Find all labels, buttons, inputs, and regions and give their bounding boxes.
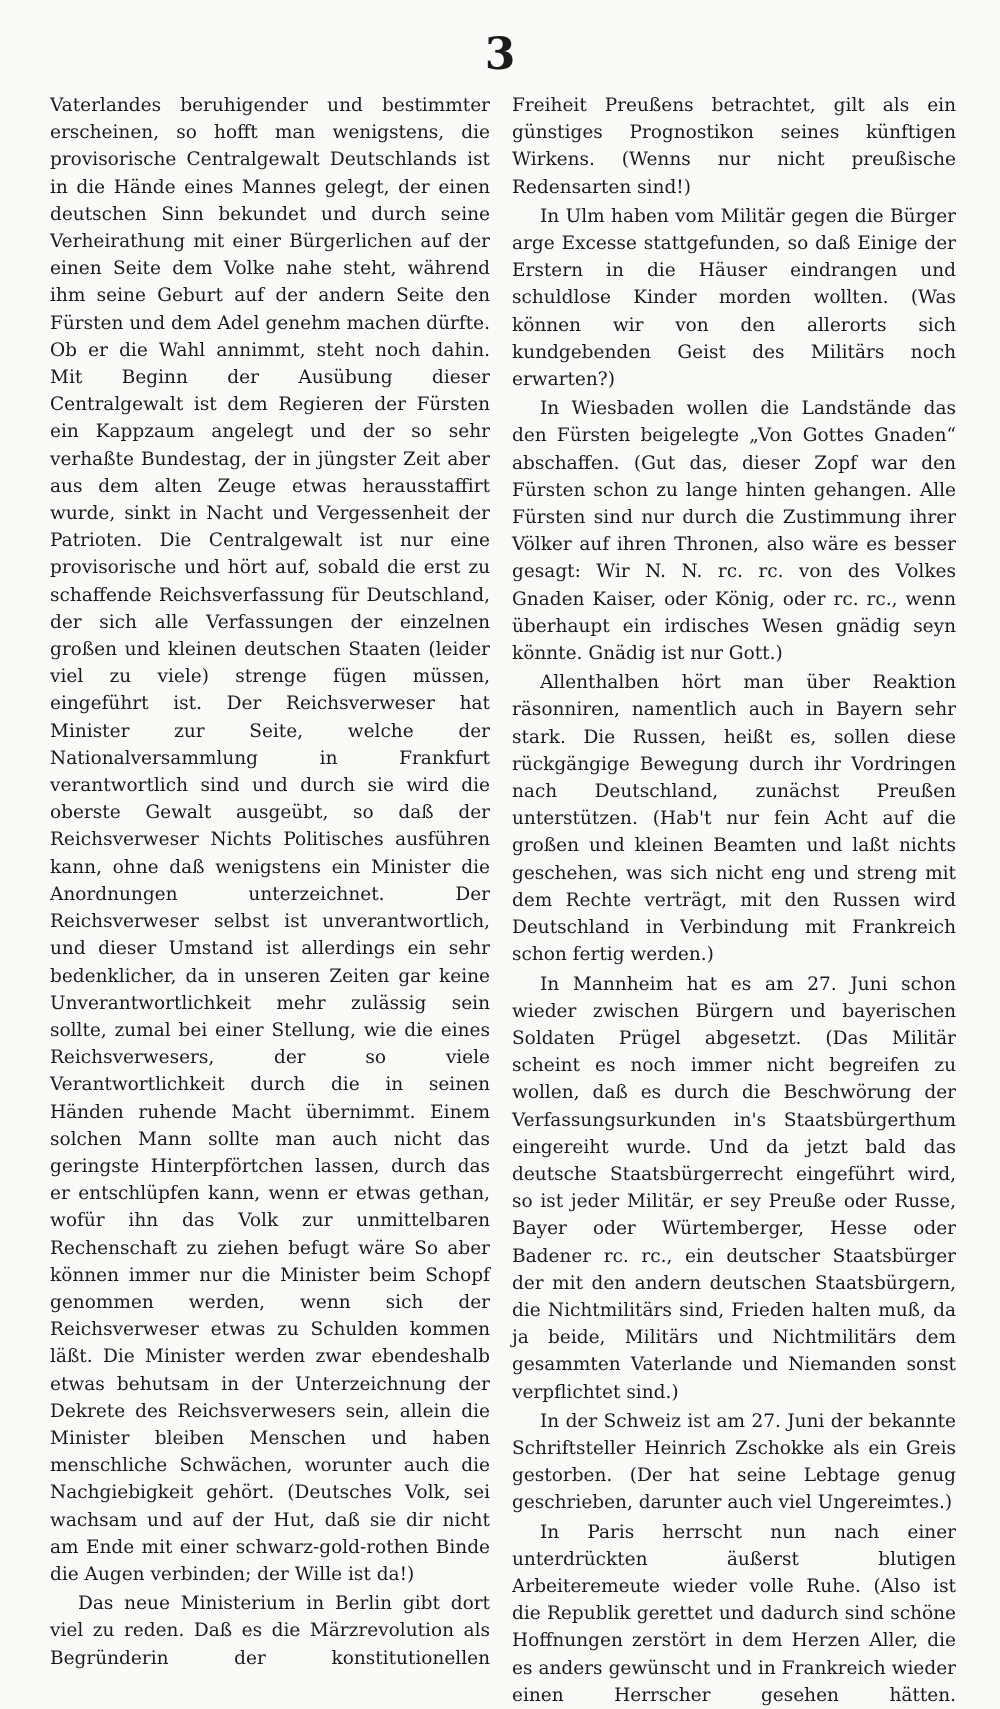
right-text-column [512, 92, 956, 1709]
paragraph-mannheim: In Mannheim hat es am 27. Juni schon wieder zwischen Bürgern und bayerischen Soldaten Prügel abgesetzt. (Das Militär scheint es noch immer nicht begreifen zu wollen, daß es durch die Beschwörung der Verfassungsurkunden in's Staatsbürgerthum eingereiht wurde. Und da jetzt bald das deutsche Staatsbürgerrecht eingeführt wird, so ist jeder Militär, er sey Preuße oder Russe, Bayer oder Würtemberger, Hesse oder Badener rc. rc., ein deutscher Staatsbürger der mit den andern deutschen Staatsbürgern, die Nichtmilitärs sind, Frieden halten muß, da ja beide, Militärs und Nichtmilitärs dem gesammten Vaterlande und Niemanden sonst verpflichtet sind.) [512, 973, 956, 1403]
paragraph-reaction-bavaria: Allenthalben hört man über Reaktion räsonniren, namentlich auch in Bayern sehr stark. Die Russen, heißt es, sollen diese rückgängige Bewegung durch ihr Vordringen nach Deutschland, zunächst Preußen unterstützen. (Hab't nur fein Acht auf die großen und kleinen Beamten und laßt nichts geschehen, was sich nicht eng und streng mit dem Rechte verträgt, mit den Russen wird Deutschland in Verbindung mit Frankreich schon fertig werden.) [512, 672, 956, 966]
paragraph-berlin-ministry: Das neue Ministerium in Berlin gibt dort viel zu reden. Daß es die Märzrevolution als Begründerin der konstitutionellen [50, 1593, 490, 1669]
paragraph-prussian-freedom: Freiheit Preußens betrachtet, gilt als ein günstiges Prognostikon seines künftigen Wirkens. (Wenns nur nicht preußische Redensarten sind!) [512, 95, 956, 198]
paragraph-switzerland: In der Schweiz ist am 27. Juni der bekannte Schriftsteller Heinrich Zschokke als ein Greis gestorben. (Der hat seine Lebtage genug geschrieben, darunter auch viel Ungereimtes.) [512, 1410, 956, 1514]
paragraph-central-authority: Vaterlandes beruhigender und bestimmter erscheinen, so hofft man wenigstens, die provisorische Centralgewalt Deutschlands ist in die Hände eines Mannes gelegt, der einen deutschen Sinn bekundet und durch seine Verheirathung mit einer Bürgerlichen auf der einen Seite dem Volke nahe steht, während ihm seine Geburt auf der andern Seite den Fürsten und dem Adel genehm machen dürfte. Ob er die Wahl annimmt, steht noch dahin. Mit Beginn der Ausübung dieser Centralgewalt ist dem Regieren der Fürsten ein Kappzaum angelegt und der so sehr verhaßte Bundestag, der in jüngster Zeit aber aus dem alten Zeuge etwas herausstaffirt wurde, sinkt in Nacht und Vergessenheit der Patrioten. Die Centralgewalt ist nur eine provisorische und hört auf, sobald die erst zu schaffende Reichsverfassung für Deutschland, der sich alle Verfassungen der einzelnen großen und kleinen deutschen Staaten (leider viel zu viele) strenge fügen müssen, eingeführt ist. Der Reichsverweser hat Minister zur Seite, welche der Nationalversammlung in Frankfurt verantwortlich sind und durch sie wird die oberste Gewalt ausgeübt, so daß der Reichsverweser Nichts Politisches ausführen kann, ohne daß wenigstens ein Minister die Anordnungen unterzeichnet. Der Reichsverweser selbst ist unverantwortlich, und dieser Umstand ist allerdings ein sehr bedenklicher, da in unseren Zeiten gar keine Unverantwortlichkeit mehr zulässig sein sollte, zumal bei einer Stellung, wie die eines Reichsverwesers, der so viele Verantwortlichkeit durch die in seinen Händen ruhende Macht übernimmt. Einem solchen Mann sollte man auch nicht das geringste Hinterpförtchen lassen, durch das er entschlüpfen kann, wenn er etwas gethan, wofür ihn das Volk zur unmittelbaren Rechenschaft zu ziehen befugt wäre So aber können immer nur die Minister beim Schopf genommen werden, wenn sich der Reichsverweser etwas zu Schulden kommen läßt. Die Minister werden zwar ebendeshalb etwas behutsam in der Unterzeichnung der Dekrete des Reichsverwesers sein, allein die Minister bleiben Menschen und haben menschliche Schwächen, worunter auch die Nachgiebigkeit gehört. (Deutsches Volk, sei wachsam und auf der Hut, daß sie dir nicht am Ende mit einer schwarz-gold-rothen Binde die Augen verbinden; der Wille ist da!) [50, 95, 490, 1585]
paragraph-wiesbaden: In Wiesbaden wollen die Landstände das den Fürsten beigelegte „Von Gottes Gnaden“ abschaffen. (Gut das, dieser Zopf war den Fürsten schon zu lange hinten gehangen. Alle Fürsten sind nur durch die Zustimmung ihrer Völker auf ihren Thronen, also wäre es besser gesagt: Wir N. N. rc. rc. von des Volkes Gnaden Kaiser, oder König, oder rc. rc., wenn überhaupt ein irdisches Wesen gnädig seyn könnte. Gnädig ist nur Gott.) [512, 398, 956, 665]
paragraph-paris: In Paris herrscht nun nach einer unterdrückten äußerst blutigen Arbeiteremeute wieder volle Ruhe. (Also ist die Republik gerettet und dadurch sind schöne Hoffnungen zerstört in dem Herzen Aller, die es anders gewünscht und in Frankreich wieder einen Herrscher gesehen hätten. [512, 1521, 956, 1706]
left-text-column [50, 92, 490, 1672]
paragraph-ulm: In Ulm haben vom Militär gegen die Bürger arge Excesse stattgefunden, so daß Einige der Erstern in die Häuser eindrangen und schuldlose Kinder morden wollten. (Was können wir von den allerorts sich kundgebenden Geist des Militärs noch erwarten?) [512, 205, 956, 391]
page-number: 3 [484, 29, 516, 80]
